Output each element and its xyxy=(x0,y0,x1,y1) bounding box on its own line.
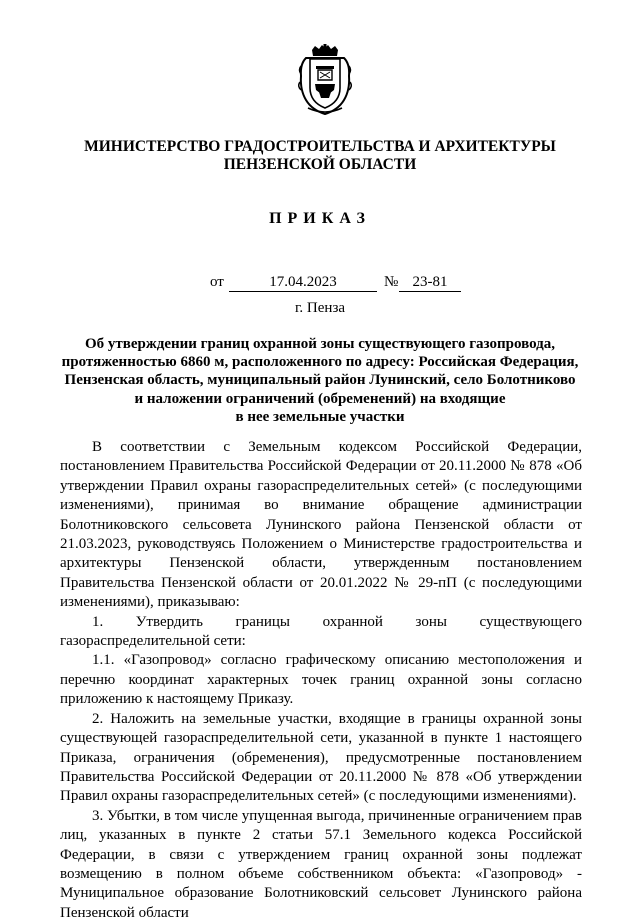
paragraph-item-2: 2. Наложить на земельные участки, входящие в границы охранной зоны существующей газораспределительной сети, указанной в пункте 1 настоящего Приказа, ограничения (обременения), предусмотренные постановлением Правительства Российской Федерации от 20.11.2000 № 878 «Об утверждении Правил охраны газораспределительных сетей» (с последующими изменениями). xyxy=(60,710,582,805)
order-title: ПРИКАЗ xyxy=(269,210,371,227)
subject-line-5: в нее земельные участки xyxy=(235,408,405,425)
ministry-line-2: ПЕНЗЕНСКОЙ ОБЛАСТИ xyxy=(223,156,417,173)
subject-line-2: протяженностью 6860 м, расположенного по адресу: Российская Федерация, xyxy=(61,354,579,371)
order-body xyxy=(60,438,582,923)
paragraph-item-1: 1. Утвердить границы охранной зоны существующего газораспределительной сети: xyxy=(60,613,582,650)
city: г. Пенза xyxy=(294,300,346,316)
subject-line-3: Пензенская область, муниципальный район Лунинский, село Болотниково xyxy=(64,372,576,389)
order-number: 23-81 xyxy=(399,274,461,292)
paragraph-item-1-1: 1.1. «Газопровод» согласно графическому описанию местоположения и перечню координат характерных точек границ охранной зоны согласно приложению к настоящему Приказу. xyxy=(60,652,582,708)
ministry-line-1: МИНИСТЕРСТВО ГРАДОСТРОИТЕЛЬСТВА И АРХИТЕКТУРЫ xyxy=(84,138,556,155)
date-label: от xyxy=(210,274,224,290)
subject-line-1: Об утверждении границ охранной зоны существующего газопровода, xyxy=(84,336,556,352)
paragraph-item-3: 3. Убытки, в том числе упущенная выгода, причиненные ограничением прав лиц, указанных в пункте 2 статьи 57.1 Земельного кодекса Российской Федерации, в связи с утверждением границ охранной зоны подлежат возмещению в полном объеме собственником объекта: «Газопровод» - Муниципальное образование Болотниковский сельсовет Лунинского района Пензенской области xyxy=(60,807,582,921)
order-date: 17.04.2023 xyxy=(229,274,377,292)
subject-line-4: и наложении ограничений (обременений) на входящие xyxy=(134,390,506,407)
coat-of-arms-icon xyxy=(298,44,352,116)
ministry-name xyxy=(60,138,580,174)
number-label: № xyxy=(384,274,399,290)
order-subject xyxy=(60,335,580,426)
date-number-line xyxy=(210,274,470,292)
paragraph-preamble: В соответствии с Земельным кодексом Российской Федерации, постановлением Правительства Российской Федерации от 20.11.2000 № 878 «Об утверждении Правил охраны газораспределительных сетей» (с последующими изменениями), принимая во внимание обращение администрации Болотниковского сельсовета Лунинского района Пензенской области от 21.03.2023, руководствуясь Положением о Министерстве градостроительства и архитектуры Пензенской области, утвержденным постановлением Правительства Пензенской области от 20.01.2022 № 29-пП (с последующими изменениями), приказываю: xyxy=(60,439,582,611)
